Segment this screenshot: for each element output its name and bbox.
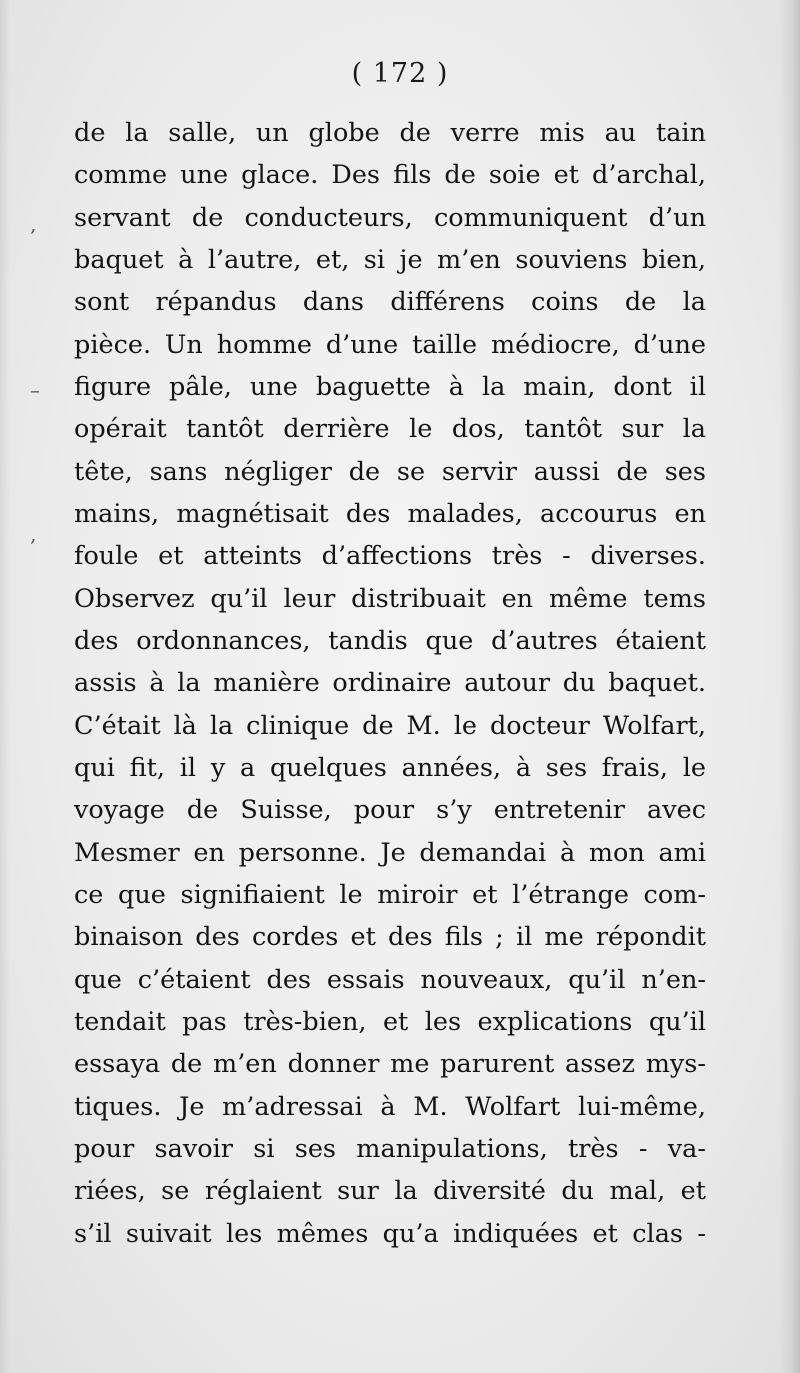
text-line: qui fit, il y a quelques années, à ses frais, le — [74, 752, 706, 783]
text-line: que c’étaient des essais nouveaux, qu’il n’en- — [74, 964, 706, 995]
text-line: tendait pas très-bien, et les explications qu’il — [74, 1006, 706, 1037]
text-line: comme une glace. Des fils de soie et d’archal, — [74, 160, 706, 191]
body-text — [74, 112, 706, 1255]
text-line: foule et atteints d’affections très - diverses. — [74, 541, 706, 572]
text-line: tête, sans négliger de se servir aussi de ses — [74, 456, 706, 487]
page-gutter-shadow — [0, 0, 10, 1373]
text-line: sont répandus dans différens coins de la — [74, 287, 706, 318]
text-line: mains, magnétisait des malades, accourus en — [74, 498, 706, 529]
text-line: Observez qu’il leur distribuait en même tems — [74, 583, 706, 614]
page-number: ( 172 ) — [351, 58, 449, 89]
text-line: tiques. Je m’adressai à M. Wolfart lui-même, — [74, 1091, 706, 1122]
text-line: essaya de m’en donner me parurent assez mys- — [74, 1049, 706, 1080]
margin-mark: ‚ — [30, 522, 37, 546]
text-line: s’il suivait les mêmes qu’a indiquées et clas - — [74, 1218, 706, 1249]
text-line: binaison des cordes et des fils ; il me répondit — [74, 922, 706, 953]
text-line: ce que signifiaient le miroir et l’étrange com- — [74, 879, 706, 910]
text-line: des ordonnances, tandis que d’autres étaient — [74, 625, 706, 656]
margin-mark: ‚ — [30, 212, 37, 236]
text-line: assis à la manière ordinaire autour du baquet. — [74, 668, 706, 699]
margin-mark: – — [30, 378, 40, 402]
text-line: C’était là la clinique de M. le docteur Wolfart, — [74, 710, 706, 741]
text-line: riées, se réglaient sur la diversité du mal, et — [74, 1176, 706, 1207]
text-line: voyage de Suisse, pour s’y entretenir avec — [74, 795, 706, 826]
text-line: baquet à l’autre, et, si je m’en souviens bien, — [74, 244, 706, 275]
text-line: pour savoir si ses manipulations, très - va- — [74, 1133, 706, 1164]
page-edge-shadow — [778, 0, 800, 1373]
text-line: Mesmer en personne. Je demandai à mon ami — [74, 837, 706, 868]
text-line: figure pâle, une baguette à la main, dont il — [74, 371, 706, 402]
text-line: opérait tantôt derrière le dos, tantôt sur la — [74, 414, 706, 445]
text-line: de la salle, un globe de verre mis au tain — [74, 118, 706, 148]
text-line: servant de conducteurs, communiquent d’un — [74, 202, 706, 233]
text-line: pièce. Un homme d’une taille médiocre, d’une — [74, 329, 706, 360]
